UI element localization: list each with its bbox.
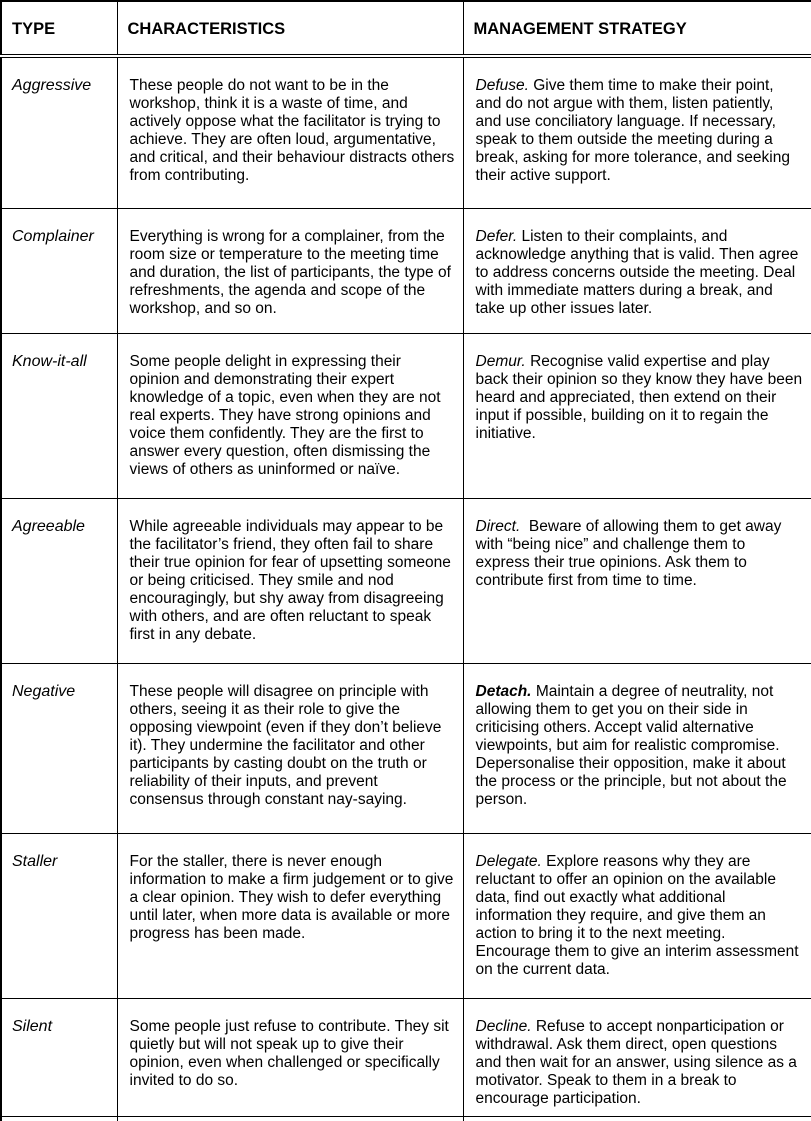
strategy-body: Recognise valid expertise and play back their opinion so they know they have been heard and appreciated, then extend on their input if possible, building on it to regain the initiative. — [475, 352, 803, 442]
strategy-body: Listen to their complaints, and acknowledge anything that is valid. Then agree to address concerns outside the meeting. Deal with immediate matters during a break, and take up other issues later. — [475, 227, 799, 317]
characteristics-text: These people will disagree on principle with others, seeing it as their role to give the opposing viewpoint (even if they don’t believe it). They undermine the facilitator and other participants by casting doubt on the truth or reliability of their inputs, and prevent consensus through constant nay-saying. — [129, 682, 442, 808]
strategy-lead: Detach. — [475, 682, 532, 700]
strategy-text — [476, 228, 804, 318]
characteristics-text: Some people delight in expressing their opinion and demonstrating their expert knowledge of a topic, even when they are not real experts. They have strong opinions and voice them confidently. They are the first to answer every question, often dismissing the views of others as uninformed or naïve. — [129, 352, 441, 478]
strategy-text — [476, 518, 804, 590]
header-management-strategy: MANAGEMENT STRATEGY — [463, 1, 811, 56]
table-row-complainer — [1, 208, 811, 333]
table-row-negative — [1, 663, 811, 833]
strategy-text — [476, 683, 804, 809]
type-name: Staller — [12, 852, 58, 870]
characteristics-text: Some people just refuse to contribute. They sit quietly but will not speak up to give their opinion, even when challenged or specifically invited to do so. — [129, 1017, 449, 1089]
strategy-text — [476, 77, 804, 185]
type-name: Agreeable — [12, 517, 85, 535]
table-header — [1, 1, 811, 56]
type-name: Complainer — [12, 227, 94, 245]
characteristics-text: Everything is wrong for a complainer, from the room size or temperature to the meeting time and duration, the list of participants, the type of refreshments, the agenda and scope of the workshop, and so on. — [129, 227, 451, 317]
strategy-body: Explore reasons why they are reluctant to offer an opinion on the available data, find out exactly what additional information they require, and give them an action to bring it to the next meeting. Encourage them to give an interim assessment on the current data. — [475, 852, 799, 978]
characteristics-text: While agreeable individuals may appear to be the facilitator’s friend, they often fail to share their true opinion for fear of upsetting someone or being criticised. They smile and nod encouragingly, but shy away from disagreeing with others, and are often reluctant to speak first in any debate. — [129, 517, 451, 643]
characteristics-text: For the staller, there is never enough information to make a firm judgement or to give a clear opinion. They wish to defer everything until later, when more data is available or more progress has been made. — [129, 852, 454, 942]
strategy-body: Refuse to accept nonparticipation or withdrawal. Ask them direct, open questions and then wait for an answer, using silence as a motivator. Speak to them in a break to encourage participation. — [475, 1017, 797, 1107]
table-row-silent — [1, 998, 811, 1116]
header-characteristics: CHARACTERISTICS — [117, 1, 463, 56]
type-name: Negative — [12, 682, 76, 700]
table-row-clipped — [1, 1116, 811, 1121]
strategy-lead: Direct. — [475, 517, 521, 535]
type-name: Silent — [12, 1017, 53, 1035]
strategy-body: Give them time to make their point, and do not argue with them, listen patiently, and use conciliatory language. If necessary, speak to them outside the meeting during a break, asking for more tolerance, and seeking their active support. — [475, 77, 790, 184]
strategy-lead: Decline. — [475, 1017, 532, 1035]
table-row-know-it-all — [1, 333, 811, 498]
table-row-aggressive — [1, 56, 811, 208]
table-body — [1, 56, 811, 1121]
strategy-lead: Defer. — [475, 227, 518, 245]
type-name: Aggressive — [12, 77, 92, 94]
strategy-text — [476, 853, 804, 979]
table-row-staller — [1, 833, 811, 998]
strategy-text — [476, 353, 804, 443]
table-row-agreeable — [1, 498, 811, 663]
strategy-lead: Demur. — [475, 352, 526, 370]
strategy-lead: Delegate. — [475, 852, 542, 870]
strategy-lead: Defuse. — [475, 77, 529, 94]
strategy-body: Beware of allowing them to get away with “being nice” and challenge them to express their true opinions. Ask them to contribute first from time to time. — [475, 517, 782, 589]
strategy-text — [476, 1018, 804, 1108]
header-type: TYPE — [1, 1, 117, 56]
characteristics-text: These people do not want to be in the workshop, think it is a waste of time, and actively oppose what the facilitator is trying to achieve. They are often loud, argumentative, and critical, and their behaviour distracts others from contributing. — [129, 77, 455, 184]
type-name: Know-it-all — [12, 352, 87, 370]
strategy-body: Maintain a degree of neutrality, not allowing them to get you on their side in criticising others. Accept valid alternative viewpoints, but aim for realistic compromise. Depersonalise their opposition, make it about the process or the principle, but not about the person. — [475, 682, 787, 808]
header-row — [1, 1, 811, 56]
